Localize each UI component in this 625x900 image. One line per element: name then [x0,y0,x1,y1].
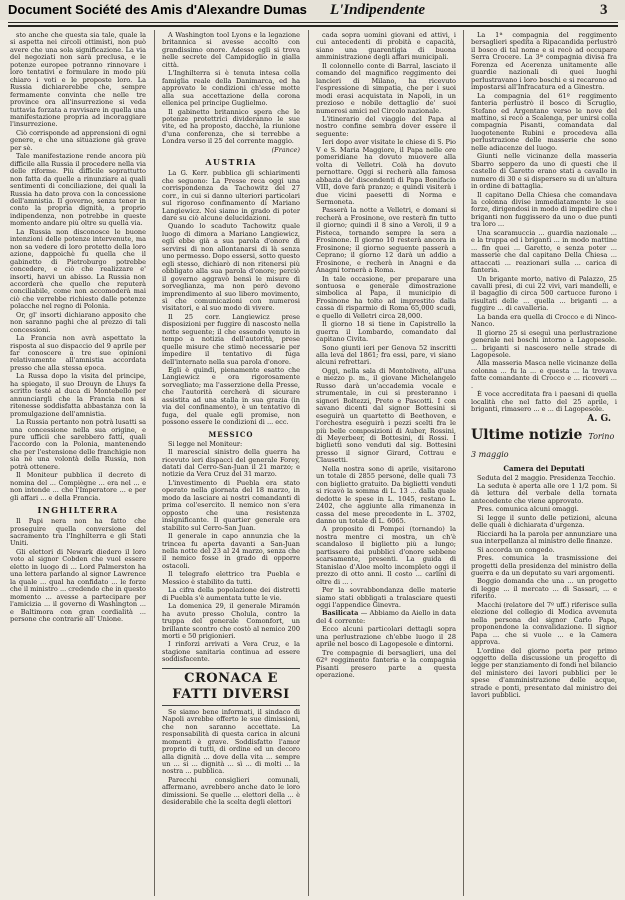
article-paragraph: Pres. comunica alcuni omaggi. [477,505,579,514]
article-paragraph: Il marescial sinistro della guerra ha ricevuto ieri dispacci del generale Forey, datati dal Cerro-San-Juan il 21 marzo; e notizie da Vera Cruz del 31 marzo. [162,448,300,479]
article-paragraph: Ricciardi ha la parola per annunziare una sua interpellanza al ministro delle finanze. [471,529,617,546]
article-paragraph: La seduta è aperta alle ore 1 1/2 pom. Si dà lettura del verbale della tornata antecedente che viene approvato. [471,482,617,505]
article-paragraph: Ciò corrisponde ad apprensioni di ogni genere, e che una situazione già grave per sè. [10,128,146,152]
section-heading-ultime [471,427,617,463]
article-paragraph: Il telegrafo elettrico tra Puebla e Messico è stabilito da tutti. [162,570,300,586]
column-2 [162,32,300,896]
article-paragraph: Si legge il sunto delle petizioni, alcuna delle quali è dichiarata d'urgenza. [471,513,617,530]
article-paragraph: Una scaramuccia ... guardia nazionale ... e la truppa ed i briganti ... in modo mattine ... fin quei ... Garetto, e senza poter ... masserie che dal capitano Della Chiesa ... attaccati ... reazionari sulla ... carica di fanteria. [471,228,617,275]
subheading: Camera dei Deputati [503,464,585,474]
column-divider [154,30,155,896]
header-rule-thick [8,25,618,27]
article-paragraph: Si accorda un congedo. [477,545,555,554]
article-paragraph: Tale manifestazione rende ancora più difficile alla Russia il procedere nella via delle riforme. Più difficile soprattutto non fatta da quelle a rinunziare ai quali sentimenti di conciliazione, dei quali la Russia ha dato prova con la concessione dell'amnistia. Il governo, senza tener in conto la propria dignità, a proprio indipendenza, non potrebbe in queste momento andare più oltre su quella via. [10,152,146,228]
article-paragraph: A proposito di Pompei (tornando) la nostra mentre ci mostra, un ch'è scandaloso il biglietto più a lungo; partissero dai pubblici d'onore sebbene scarsamente, presenti. La guida di Stanislao d'Aloe molto incompleto oggi il prezzo di otto anni. Il costo ... carlini di oltre di ... . [316,525,456,586]
article-paragraph: Se siamo bene informati, il sindaco di Napoli avrebbe offerto le sue dimissioni, che non saranno accettate. La responsabilità di questa carica in alcuni momenti è grave. Soddisfatto l'amor proprio di tutti, di ordine ed un decoro alla dignità ... dove della vita ... sempre un ... si ... dignità ... sì ... di molti ... la nostra ... pubblica. [162,707,300,776]
article-paragraph: La Russia non disconosce le buone intenzioni delle potenze intervenute, ma non sa vedere di loro protetto della loro azione, dappoichè fu quella che il gabinetto di Pietroburgo potrebbe concedere, e ciò che realizzare e' insorti, havvi un abisso. La Russia non accorderà che quello che reputerà conciliabile, come non accomoderà mai ciò che verrebbe richiesto dalle potenze polacche nel regno di Polonia. [10,227,146,311]
article-paragraph: Per la sovrabbondanza delle materie siamo stati obbligati a tralasciare questi oggi l'appendice Ginevra. [316,586,456,609]
article-paragraph: Gli elettori di Newark diedero il loro voto al signor Cobden che vuol essere eletto in luogo di ... Lord Palmerston ha una lettera parlando al signor Lawrence la quale ... qual ha confidato ... le forze che il ministro ... credendo che in questo momento ... avesse a partecipare per l'amicizia ... il governo di Washington ... e Baltimora con gran cordialità ... persone che contrarie all' Unione. [10,547,146,623]
article-paragraph: La Russia pertanto non potrà lusatti sa una concessione nella sua origine, e pure ufficii che sarebbero fatti, quali l'accordo con la Polonia, mantenendo che per l'estensione delle franchigie non sia nè una volontà della Russia, non potrà ottenere. [10,418,146,471]
article-paragraph: Sono giunti ieri per Genova 52 inscritti alla leva del 1861; fra essi, pare, vi siano alcuni refrettari. [316,343,456,367]
source-credit: (France) [271,145,300,154]
article-paragraph: Or, gl' insorti dichiarano apposito che non saranno paghi che al prezzo di tali concessioni. [10,310,146,334]
article-paragraph: La 1ª compagnia del reggimento bersaglieri spedita a Ripacandida perlustrò il bosco di tal nome e si recò ad occupare Serra Crocere. La 3ª compagnia divisa fra Forenza ed Acerenza unitamente alle guardie nazionali di quei luoghi perlustravano i loro boschi e si recarono ad impostarsi all'Infracatura ed a Ginestra. [471,32,617,92]
dateline-text: — Abbiamo da Aiello in data del 4 corrente: [316,609,456,625]
column-4 [471,32,617,896]
article-paragraph: L'ordine del giorno porta per primo oggetto della discussione un progetto di legge per stanziamento di fondi nel bilancio del ministero dei lavori pubblici per le spese d'amministrazione delle acque, strade e ponti, presentato dal ministro dei lavori pubblici. [471,646,617,700]
article-paragraph: Quando lo scaduto Tachowitz quale luogo di dimora a Mariano Langiewicz, egli ebbe già a sua parola d'onore di servirsi di non allontanarsi di là senza uno permesso. Dopo essersi, sotto questo egli stesso, dichiarò di non ritenersi più obbligato alla sua parola d'onore; perciò il governo aggravò bensì le misure di sorveglianza, ma non però devono imprendimento al suo libero movimento, sì che comunicazioni con numerosi visitatori, e al suo modo di vivere. [162,222,300,313]
article-paragraph: La compagnia del 61º reggimento fanteria perlustrò il bosco di Scruglio, Stefano ed Argentano verso le nove del mattino, si recò a Scalenga, per unirsi colla compagnia Pisanti, comandata dal luogotenente Rubini e procedeva alla perlustrazione delle masserie che sono nelle adiacenze del luogo. [471,91,617,152]
column-divider [308,30,309,896]
article-paragraph: Passerà la notte a Velletri, e domani si recherà a Frosinone, ove resterà fin tutto il giorno; quindi il 8 sino a Veroli, il 9 a Pisteca, tornando sempre la sera a Frosinone. Il giorno 10 resterà ancora in Frosinone; il giorno seguente passerà a Ceprano; il giorno 12 darà un addio a Frosinone, e recherà in Anagni e da Anagni tornerà a Roma. [316,206,456,275]
article-paragraph: Il giorno 18 si tiene in Capistrello la guerra il Lombardo, comandato dal capitano Civita. [316,320,456,344]
article-paragraph: Ecco alcuni particolari dettagli sopra una perlustrazione ch'ebbe luogo il 28 aprile nel bosco di Lagopesole e dintorni. [316,625,456,649]
article-paragraph: Il giorno 25 si eseguì una perlustrazione generale nei boschi intorno a Lagopesole. ... briganti si nascosero nelle strade di Lagopesole. [471,328,617,360]
article-paragraph: Oggi, nella sala di Montoliveto, all'una e mezzo p. m., il giovane Michelangelo Russo darà un'accademia vocale e strumentale, in cui si presteranno i signori Boltezzi, Preto e Pascotti. I con savano dicenti dal signor Bottesini si eseguirà un quartetto di Beethoven, e l'orchestra eseguirà i pezzi scelti fra le più belle composizioni di Auber, Rossini, di Meyerbeer, di Bottesini, di Rossi. I biglietti sono venduti dal sig. Bottesini presso il signor Girard, Cottrau e Clausetti. [316,366,456,465]
ultime-title: Ultime notizie [471,427,583,444]
article-paragraph: Il capitano Della Chiesa che comandava la colonna divise immediatamente le sue forze, dirigendosi in modo di impedire che i briganti non fuggissero da uno o due punti tra loro ... [471,190,617,229]
article-paragraph: L'investimento di Puebla era stato operato nella giornata del 18 marzo, in modo da lasciare ai nostri comandanti di prima col'esercito. Il nemico non s'era opposto che una resistenza insignificante. Il quartier generale era stabilito sul Cerro-San Juan. [162,478,300,532]
article-paragraph: Il Moniteur pubblica il decreto di nomina del ... Compiègne ... era nel ... e non intende ... che l'Imperatore ... e per gli affari ... e della Francia. [10,471,146,502]
article-paragraph [316,610,456,625]
article-paragraph: Il generale in capo annunzia che la trincea fu aperta davanti a San-Juan nella notte del 23 al 24 marzo, senza che il nemico fosse in grado di opporre ostacoli. [162,532,300,570]
article-paragraph: Giunti nelle vicinanze della masseria Sbarro seppero da uno di questi che il castello di Garetto erano stati a cavallo in numero di 30 e si dispersero su di un'altura in ordine di battaglia. [471,152,617,191]
article-paragraph: Il 25 corr. Langiewicz prese disposizioni per fuggire di nascosto nella notte seguente; il che essendo venuto in tempo a notizia dell'autorità, prese quelle misure che stimò necessarie per impedire il tentativo di fuga dell'internato nella sua parola d'onore. [162,312,300,366]
newspaper-masthead: L'Indipendente [330,2,426,18]
section-heading-cronaca: CRONACA E FATTI DIVERSI [162,668,300,706]
page-number: 3 [600,2,608,18]
article-paragraph: Seduta del 2 maggio. Presidenza Tecchio. [477,473,616,482]
section-heading: INGHILTERRA [37,505,119,516]
article-paragraph: Si legge nel Moniteur: [168,439,243,448]
article-paragraph: Un brigante morto, nativo di Palazzo, 25 cavalli presi, di cui 22 vivi, vari mandelli, e il bagaglio di circa 500 cartucce furono i risultati delle ... quella ... briganti ... a fuggire ... di cavalleria. [471,274,617,313]
article-paragraph: cada sopra uomini giovani ed attivi, i cui antecedenti di probità e capacità, siano una guarentigia di buona amministrazione degli affari municipali. [316,32,456,62]
column-divider [463,30,464,896]
article-paragraph: Pres. comunica la trasmissione dei progetti della presidenza del ministro della guerra e da un deputato su vari argomenti. [471,554,617,577]
column-3 [316,32,456,896]
article-paragraph: È voce accreditata fra i paesani di quella località che nel fatto del 25 aprile, i briganti, rimasero ... e ... di Lagopesole. [471,390,617,414]
article-paragraph: Macchi (relatore del 7º uff.) riferisce sulla elezione del collegio di Modica avvenuta nella persona del signor Carlo Papa, proponendone la convalidazione. Il signor Papa ... che si vuole ... e la Camera approva. [471,600,617,647]
header-rule [8,22,618,23]
article-paragraph: La cifra della popolazione dei distretti di Puebla s'è aumentata tutte le vie. [162,586,300,602]
article-paragraph: I rinforzi arrivati a Vera Cruz, e la stagione sanitaria continua ad essere soddisfacente. [162,640,300,664]
section-heading: MESSICO [208,429,254,439]
dateline: Basilicata [322,609,359,618]
ultime-date: Torino 3 maggio [471,432,615,460]
article-paragraph: Ieri dopo aver visitate le chiese di S. Pio V e S. Maria Maggiore, il Papa nelle ore pomeridiane ha dovuto muovere alla volta di Velletri. Colà ha dovuto pernottare. Oggi si recherà alla famosa abbazia de' discendenti di Papa Bonifacio VIII, dove farà pranzo; e quindi visiterà i due vicini paesetti di Norma e Sermoneta. [316,138,456,206]
author-signoff: A. G. [587,413,611,424]
article-paragraph: Parecchi consiglieri comunali, affermano, avrebbero anche dato le loro dimissioni. Se quelle ... elettori della ... è desiderabile che la scelta degli elettori [162,775,300,807]
article-paragraph: sto anche che questa sia tale, quale la si aspetta nei circoli ottimisti, non può avere che una sola significazione. La via del negoziati non sarà preclusa, e le potenze europee potranno rinnovare i loro tentativi e formulare in modo più chiaro i voti e le proposte loro. La Russia dichiarerebbe che, sempre fermamente convinta che nelle tre province ora all'insurrezione si veda tuttavia forzata a ravvisare in quella una manifestazione propria ad incoraggiare l'insurrezione. [10,32,146,129]
article-paragraph: La Francia non avrà aspettato la risposta al suo dispaccio del 9 aprile per far conoscere a tre sue opinioni relativamente all'amnistia accordata presso che alla stessa epoca. [10,334,146,372]
column-1 [10,32,146,896]
article-paragraph: Boggio domanda che una ... un progetto di legge ... il mercato ... di Sassari, ... e riferito. [471,577,617,601]
article-paragraph: Il Papi nera non ha fatto che proseguire quella conversione del sacramento tra l'Inghilterra e gli Stati Uniti. [10,517,146,548]
article-paragraph: Nella nostra sono di aprile, visitarono un totale di 2855 persone, delle quali 73 con biglietto gratuito. Da biglietti venduti si ricavò la somma di L. 13 ... dalla quale dedotte le spese in L. 1045, restano L. 2402, che aggiunte alla rimanenza in cassa del mese precedente in L. 3702, danno un totale di L. 6065. [316,464,456,525]
article-paragraph: La banda era quella di Crocco e di Ninco-Nanco. [471,312,617,329]
article-paragraph: La G. Kerr. pubblica gli schiarimenti che seguono: La Presse reca oggi una corrispondenza da Tachowitz del 27 corr., in cui si danno ulteriori particolari sul rigoroso confinamento di Mariano Langiewicz. Noi siamo in grado di poter dare su ciò alcune delucidazioni. [162,169,300,222]
article-paragraph: A Washington tool Lyons e la legazione britannica si avesse accolto con grandissimo onore. Adesso egli si trova nelle secrete del Campidoglio in gialla città. [162,32,300,69]
article-paragraph: La Russa dopo la visita del principe, ha spiegato, il suo Drouyn de Lhuys fa scritto testé al duca di Montebello per annunciargli che la Francia non si ritenesse soddisfatta abbastanza con la promulgazione dell'amnistia. [10,372,146,418]
article-paragraph: La domenica 29, il generale Miramón ha avuto presso Cholula, contro la truppa del generale Comonfort, un brillante scontro che costò al nemico 200 morti e 50 prigionieri. [162,602,300,640]
article-paragraph: Il colonnello conte di Barral, lasciato il comando del magnifico reggimento dei lancieri di Milano, ha ricevuto l'espressione di simpatia, che per i suoi modi erasi acquistata in Napoli, in un prezioso e nobile dettaglio de' suoi numerosi amici nel Circolo nazionale. [316,61,456,115]
article-paragraph: Egli è quindi, pienamente esatto che Langiewicz e ora rigorosamente sorvegliato; ma l'asserzione della Presse, che l'autorità cercherà di sicurare assistita ad una stalla in sua grazia (in via del confinamento), è un tentativo di fuga, del quale egli promise, non possono essere le condizioni di ... ecc. [162,366,300,427]
document-title: Document Société des Amis d'Alexandre Dumas [8,2,307,17]
article-paragraph: Tre compagnie di bersaglieri, una del 62º reggimento fanteria e la compagnia Pisanti presero parte a questa operazione. [316,648,456,680]
article-paragraph: In tale occasione, per preparare una sontuosa e generale dimostrazione simbolica al Papa, il municipio di Frosinone ha tolto ad imprestito dalla cassa di risparmio di Roma 65,000 scudi, e quello di Velletri circa 28,000. [316,274,456,320]
article-paragraph: L'itinerario del viaggio del Papa al nostro confine sembra dover essere il seguente: [316,114,456,138]
article-paragraph: Alla masseria Masca nelle vicinanze della colonna ... fu la ... e questa ... la trovava fatte comandante di Crocco e ... ricoveri ... . [471,359,617,390]
section-heading: AUSTRIA [205,157,257,168]
article-paragraph: Il gabinetto britannico spera che le potenze protettrici divideranno le sue vite, ed ha proposto, dacchè, la riunione d'una conferenza, che si terrebbe a Londra verso il 25 del corrente maggio. [162,107,300,146]
article-paragraph: L'Inghilterra si è tenuta intesa colla famiglia reale della Danimarca, ed ha approvato le condizioni ch'esse motte alla sua accettazione della corona ellenica pel principe Guglielmo. [162,69,300,108]
